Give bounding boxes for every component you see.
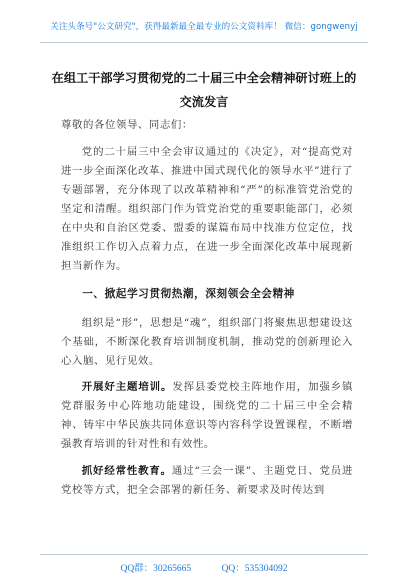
paragraph-3-lead: 抓好经常性教育。	[81, 464, 172, 477]
paragraph-2-lead: 开展好主题培训。	[81, 381, 173, 394]
paragraph-1: 组织是“形”，思想是“魂”，组织部门将聚焦思想建设这个基础，不断深化教育培训制度机制，推动党的创新理论入心入脑、见行见效。	[61, 317, 353, 367]
footer-divider	[40, 554, 368, 555]
footer-qq: QQ：535304092	[221, 564, 288, 574]
document-title	[30, 66, 378, 114]
header-divider	[40, 42, 368, 43]
paragraph-2-text: 发挥县委党校主阵地作用，加强乡镇党群服务中心阵地功能建设，围绕党的二十届三中全会精神、铸牢中华民族共同体意识等内容科学设置课程，不断增强教育培训的针对性和有效性。	[61, 381, 353, 451]
title-line-1: 在组工干部学习贯彻党的二十届三中全会精神研讨班上的	[51, 71, 357, 85]
footer-qq-group: QQ群：30265665	[120, 564, 192, 574]
footer	[0, 560, 408, 574]
section-heading-1: 一、掀起学习贯彻热潮，深刻领会全会精神	[82, 288, 295, 300]
header-note: 关注头条号"公文研究"，获得最新最全最专业的公文资料库！ 微信：gongwenyj	[50, 22, 358, 32]
salutation: 尊敬的各位领导、同志们：	[61, 119, 193, 131]
document-body	[61, 116, 353, 507]
paragraph-2	[61, 378, 353, 454]
title-line-2: 交流发言	[179, 95, 229, 109]
paragraph-3	[61, 462, 353, 500]
paragraph-3-text: 通过“三会一课”、主题党日、党员进党校等方式，把全会部署的新任务、新要求及时传达到	[61, 464, 353, 496]
intro-paragraph: 党的二十届三中全会审议通过的《决定》，对“提高党对进一步全面深化改革、推进中国式现代化的领导水平”进行了专题部署，充分体现了以改革精神和“严”的标准管党治党的坚定和清醒。组织部门作为管党治党的重要职能部门，必须在中央和自治区党委、盟委的谋篇布局中找准方位定位，找准组织工作切入点着力点，在进一步全面深化改革中展现新担当新作为。	[61, 146, 353, 272]
